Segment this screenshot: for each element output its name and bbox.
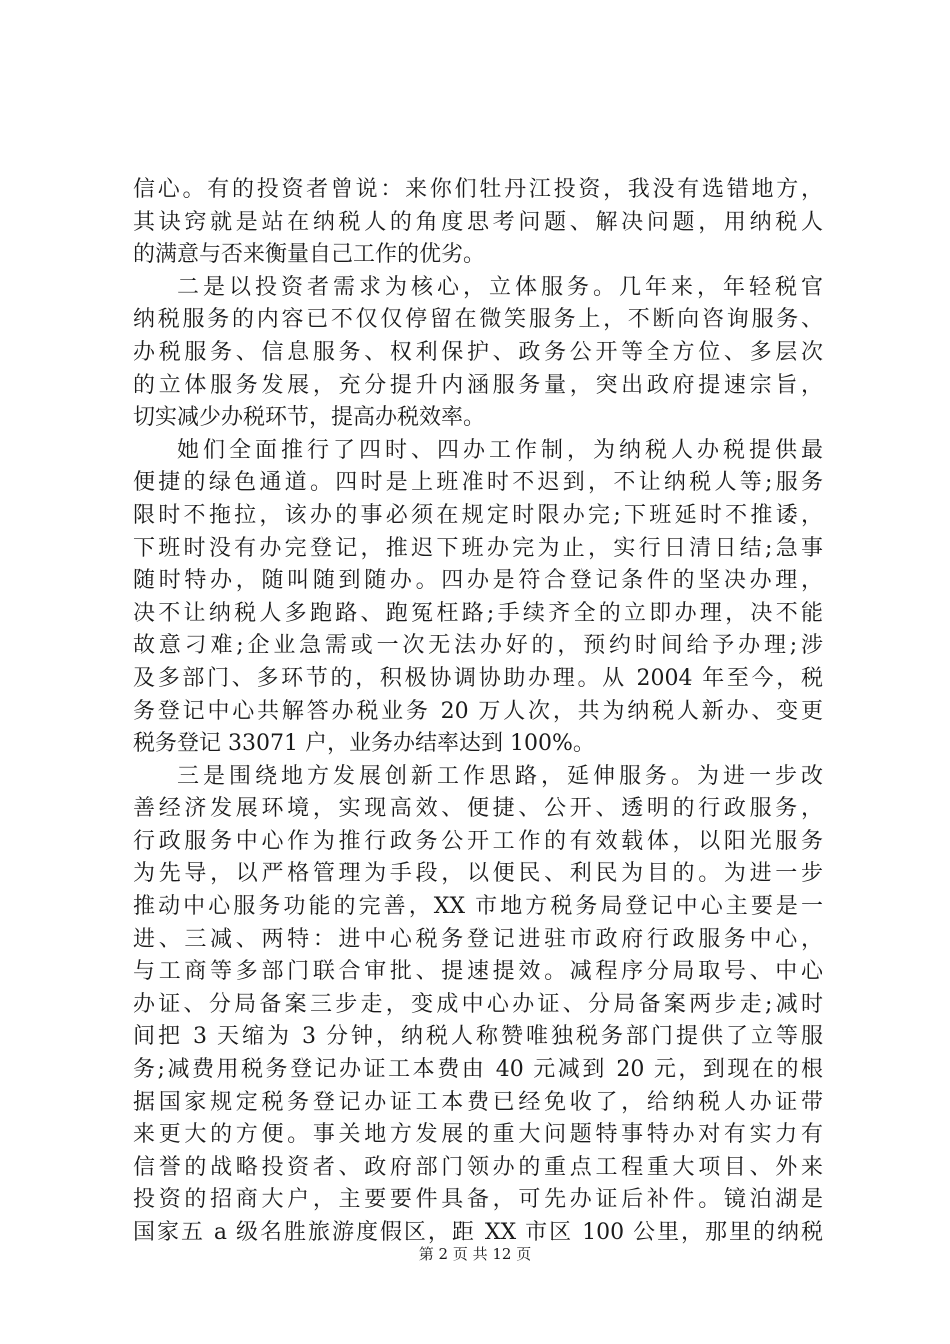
text-line: 随时特办，随叫随到随办。四办是符合登记条件的坚决办理，	[133, 568, 823, 594]
text-line: 办证、分局备案三步走，变成中心办证、分局备案两步走;减时	[133, 991, 823, 1017]
text-line: 务;减费用税务登记办证工本费由 40 元减到 20 元，到现在的根	[133, 1057, 823, 1083]
text-line: 办税服务、信息服务、权利保护、政务公开等全方位、多层次	[133, 339, 823, 365]
text-line: 便捷的绿色通道。四时是上班准时不迟到，不让纳税人等;服务	[133, 470, 823, 496]
text-line: 的立体服务发展，充分提升内涵服务量，突出政府提速宗旨，	[133, 372, 823, 398]
paragraph-start-line: 她们全面推行了四时、四办工作制，为纳税人办税提供最	[177, 437, 823, 463]
paragraph-start-line: 三是围绕地方发展创新工作思路，延伸服务。为进一步改	[177, 763, 823, 789]
text-line: 信誉的战略投资者、政府部门领办的重点工程重大项目、外来	[133, 1154, 823, 1180]
text-line: 切实减少办税环节，提高办税效率。	[133, 405, 486, 431]
text-line: 为先导，以严格管理为手段，以便民、利民为目的。为进一步	[133, 861, 823, 887]
text-line: 据国家规定税务登记办证工本费已经免收了，给纳税人办证带	[133, 1089, 823, 1115]
text-line: 决不让纳税人多跑路、跑冤枉路;手续齐全的立即办理，决不能	[133, 600, 823, 626]
body-text	[133, 174, 823, 1250]
text-line: 国家五 a 级名胜旅游度假区，距 XX 市区 100 公里，那里的纳税	[133, 1220, 823, 1245]
page-number-footer: 第 2 页 共 12 页	[418, 1245, 532, 1263]
text-line: 行政服务中心作为推行政务公开工作的有效载体，以阳光服务	[133, 828, 823, 854]
text-line: 下班时没有办完登记，推迟下班办完为止，实行日清日结;急事	[133, 535, 823, 561]
text-line: 务登记中心共解答办税业务 20 万人次，共为纳税人新办、变更	[133, 698, 823, 724]
text-line: 与工商等多部门联合审批、提速提效。减程序分局取号、中心	[133, 959, 823, 985]
text-line: 故意刁难;企业急需或一次无法办好的，预约时间给予办理;涉	[133, 633, 823, 659]
text-line: 的满意与否来衡量自己工作的优劣。	[133, 242, 486, 268]
paragraph-start-line: 二是以投资者需求为核心，立体服务。几年来，年轻税官	[177, 274, 823, 300]
text-line: 投资的招商大户，主要要件具备，可先办证后补件。镜泊湖是	[133, 1187, 823, 1213]
text-line: 间把 3 天缩为 3 分钟，纳税人称赞唯独税务部门提供了立等服	[133, 1024, 823, 1050]
text-line: 纳税服务的内容已不仅仅停留在微笑服务上，不断向咨询服务、	[133, 307, 823, 333]
text-line: 进、三减、两特：进中心税务登记进驻市政府行政服务中心，	[133, 926, 823, 952]
text-line: 限时不拖拉，该办的事必须在规定时限办完;下班延时不推诿，	[133, 502, 823, 528]
text-line: 其诀窍就是站在纳税人的角度思考问题、解决问题，用纳税人	[133, 209, 823, 235]
text-line: 来更大的方便。事关地方发展的重大问题特事特办对有实力有	[133, 1122, 823, 1148]
text-line: 信心。有的投资者曾说：来你们牡丹江投资，我没有选错地方，	[133, 177, 823, 202]
text-line: 及多部门、多环节的，积极协调协助办理。从 2004 年至今，税	[133, 665, 823, 691]
text-line: 善经济发展环境，实现高效、便捷、公开、透明的行政服务，	[133, 796, 823, 822]
text-line: 税务登记 33071 户，业务办结率达到 100%。	[133, 731, 595, 757]
text-line: 推动中心服务功能的完善，XX 市地方税务局登记中心主要是一	[133, 894, 823, 920]
